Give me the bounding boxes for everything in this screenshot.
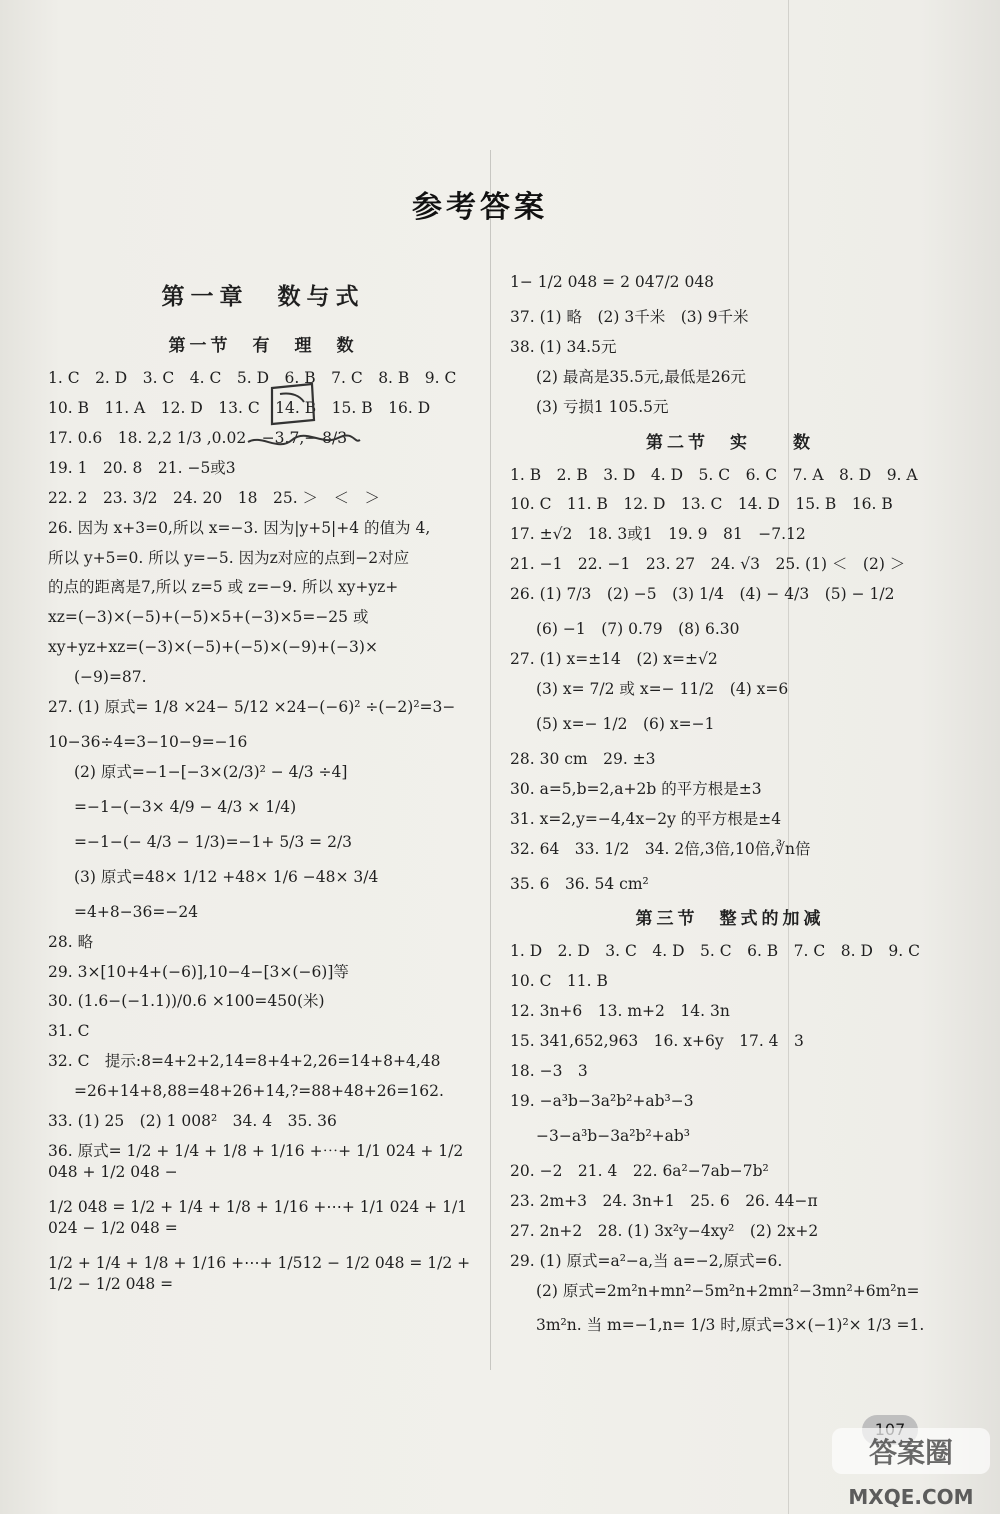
answer-line: 12. 3n+6 13. m+2 14. 3n bbox=[510, 1002, 730, 1021]
answer-line: 31. C bbox=[48, 1022, 90, 1041]
svg-text:MXQE.COM: MXQE.COM bbox=[848, 1485, 974, 1509]
answer-line: (6) −1 (7) 0.79 (8) 6.30 bbox=[536, 620, 740, 639]
answer-line: 21. −1 22. −1 23. 27 24. √3 25. (1) ＜ (2) ＞ bbox=[510, 555, 906, 574]
answer-line: 30. a=5,b=2,a+2b 的平方根是±3 bbox=[510, 779, 762, 798]
handwritten-scribble bbox=[242, 380, 362, 460]
answer-line: 37. (1) 略 (2) 3千米 (3) 9千米 bbox=[510, 307, 749, 326]
section-heading-3: 第三节 整式的加减 bbox=[635, 909, 825, 930]
answer-line: 1. C 2. D 3. C 4. C 5. D 6. B 7. C 8. B 9. C bbox=[48, 368, 457, 387]
answer-line: 27. 2n+2 28. (1) 3x²y−4xy² (2) 2x+2 bbox=[510, 1221, 819, 1240]
answer-line: 28. 略 bbox=[48, 932, 94, 951]
answer-line: 1/2 048 = 1/2 + 1/4 + 1/8 + 1/16 +⋯+ 1/1 024 + 1/1 024 − 1/2 048 = bbox=[48, 1197, 472, 1237]
answer-line: 26. 因为 x+3=0,所以 x=−3. 因为|y+5|+4 的值为 4, bbox=[48, 518, 431, 537]
answer-line: (2) 原式=2m²n+mn²−5m²n+2mn²−3mn²+6m²n= bbox=[536, 1281, 920, 1300]
answer-line: 19. 1 20. 8 21. −5或3 bbox=[48, 458, 236, 477]
answer-line: 26. (1) 7/3 (2) −5 (3) 1/4 (4) − 4/3 (5) − 1/2 bbox=[510, 585, 895, 604]
right-answer-list-c bbox=[510, 941, 950, 1336]
answer-line: 3m²n. 当 m=−1,n= 1/3 时,原式=3×(−1)²× 1/3 =1. bbox=[536, 1316, 925, 1335]
answer-line: 1− 1/2 048 = 2 047/2 048 bbox=[510, 273, 715, 291]
answer-line: 29. 3×[10+4+(−6)],10−4−[3×(−6)]等 bbox=[48, 962, 349, 981]
answer-line: 32. C 提示:8=4+2+2,14=8+4+2,26=14+8+4,48 bbox=[48, 1052, 441, 1071]
answer-line: 所以 y+5=0. 所以 y=−5. 因为z对应的点到−2对应 bbox=[48, 548, 410, 567]
answer-line: 20. −2 21. 4 22. 6a²−7ab−7b² bbox=[510, 1161, 769, 1180]
answer-line: 10. C 11. B bbox=[510, 972, 608, 991]
answer-line: 31. x=2,y=−4,4x−2y 的平方根是±4 bbox=[510, 809, 782, 828]
answer-line: xy+yz+xz=(−3)×(−5)+(−5)×(−9)+(−3)× bbox=[48, 638, 378, 657]
answer-line: 32. 64 33. 1/2 34. 2倍,3倍,10倍,∛n倍 bbox=[510, 839, 811, 858]
answer-line: 1. D 2. D 3. C 4. D 5. C 6. B 7. C 8. D 9. C bbox=[510, 942, 920, 961]
right-column bbox=[510, 272, 950, 1345]
answer-line: xz=(−3)×(−5)+(−5)×5+(−3)×5=−25 或 bbox=[48, 608, 369, 627]
answer-line: 38. (1) 34.5元 bbox=[510, 337, 617, 356]
answer-line: 10−36÷4=3−10−9=−16 bbox=[48, 733, 248, 752]
answer-line: 1/2 + 1/4 + 1/8 + 1/16 +⋯+ 1/512 − 1/2 048 = 1/2 + 1/2 − 1/2 048 = bbox=[48, 1253, 476, 1293]
answer-line: 1. B 2. B 3. D 4. D 5. C 6. C 7. A 8. D 9. A bbox=[510, 465, 918, 484]
answer-line: 35. 6 36. 54 cm² bbox=[510, 874, 649, 893]
section-heading-2: 第二节 实 数 bbox=[646, 432, 814, 453]
answer-line: (−9)=87. bbox=[74, 668, 147, 687]
left-answer-list bbox=[48, 368, 478, 1295]
answer-line: (5) x=− 1/2 (6) x=−1 bbox=[536, 714, 715, 733]
chapter-heading: 第一章 数与式 bbox=[161, 284, 365, 310]
answer-line: 28. 30 cm 29. ±3 bbox=[510, 749, 656, 768]
answer-line: 的点的距离是7,所以 z=5 或 z=−9. 所以 xy+yz+ bbox=[48, 578, 399, 597]
answer-line: 27. (1) 原式= 1/8 ×24− 5/12 ×24−(−6)² ÷(−2)²=3− bbox=[48, 698, 456, 717]
answer-line: 18. −3 3 bbox=[510, 1062, 588, 1081]
answer-line: 15. 341,652,963 16. x+6y 17. 4 3 bbox=[510, 1032, 804, 1051]
answer-line: 17. ±√2 18. 3或1 19. 9 81 −7.12 bbox=[510, 525, 806, 544]
answer-line: 19. −a³b−3a²b²+ab³−3 bbox=[510, 1092, 694, 1110]
answer-line: 29. (1) 原式=a²−a,当 a=−2,原式=6. bbox=[510, 1251, 783, 1270]
answer-line: (3) 亏损1 105.5元 bbox=[536, 397, 669, 416]
answer-line: 10. B 11. A 12. D 13. C 14. B 15. B 16. D bbox=[48, 398, 431, 417]
answer-line: =26+14+8,88=48+26+14,?=88+48+26=162. bbox=[74, 1082, 444, 1101]
bleed-through-text bbox=[40, 55, 960, 175]
right-answer-list-b bbox=[510, 465, 950, 895]
answer-line: 27. (1) x=±14 (2) x=±√2 bbox=[510, 650, 718, 669]
answer-line: 23. 2m+3 24. 3n+1 25. 6 26. 44−π bbox=[510, 1191, 818, 1210]
column-divider bbox=[490, 150, 491, 1370]
svg-text:答案圈: 答案圈 bbox=[868, 1436, 954, 1469]
answer-line: 17. 0.6 18. 2,2 1/3 ,0.02 −3.7,− 8/3 bbox=[48, 428, 348, 447]
answer-line: 10. C 11. B 12. D 13. C 14. D 15. B 16. B bbox=[510, 495, 893, 514]
watermark-logo bbox=[826, 1420, 996, 1514]
answer-line: =−1−(−3× 4/9 − 4/3 × 1/4) bbox=[74, 797, 297, 816]
answer-line: (2) 原式=−1−[−3×(2/3)² − 4/3 ÷4] bbox=[74, 762, 348, 781]
answer-line: (2) 最高是35.5元,最低是26元 bbox=[536, 367, 747, 386]
section-heading-1: 第一节 有 理 数 bbox=[168, 336, 358, 357]
right-answer-list-a bbox=[510, 272, 950, 418]
answer-line: (3) x= 7/2 或 x=− 11/2 (4) x=6 bbox=[536, 680, 789, 698]
page-title: 参考答案 bbox=[412, 190, 548, 225]
answer-line: 22. 2 23. 3/2 24. 20 18 25. ＞ ＜ ＞ bbox=[48, 488, 381, 507]
answer-line: =−1−(− 4/3 − 1/3)=−1+ 5/3 = 2/3 bbox=[74, 832, 353, 851]
answer-line: =4+8−36=−24 bbox=[74, 902, 199, 921]
answer-line: −3−a³b−3a²b²+ab³ bbox=[536, 1126, 691, 1145]
answer-line: (3) 原式=48× 1/12 +48× 1/6 −48× 3/4 bbox=[74, 867, 379, 886]
answer-line: 33. (1) 25 (2) 1 008² 34. 4 35. 36 bbox=[48, 1112, 337, 1131]
answer-line: 30. (1.6−(−1.1))/0.6 ×100=450(米) bbox=[48, 992, 325, 1011]
answer-line: 36. 原式= 1/2 + 1/4 + 1/8 + 1/16 +⋯+ 1/1 024 + 1/2 048 + 1/2 048 − bbox=[48, 1142, 469, 1181]
